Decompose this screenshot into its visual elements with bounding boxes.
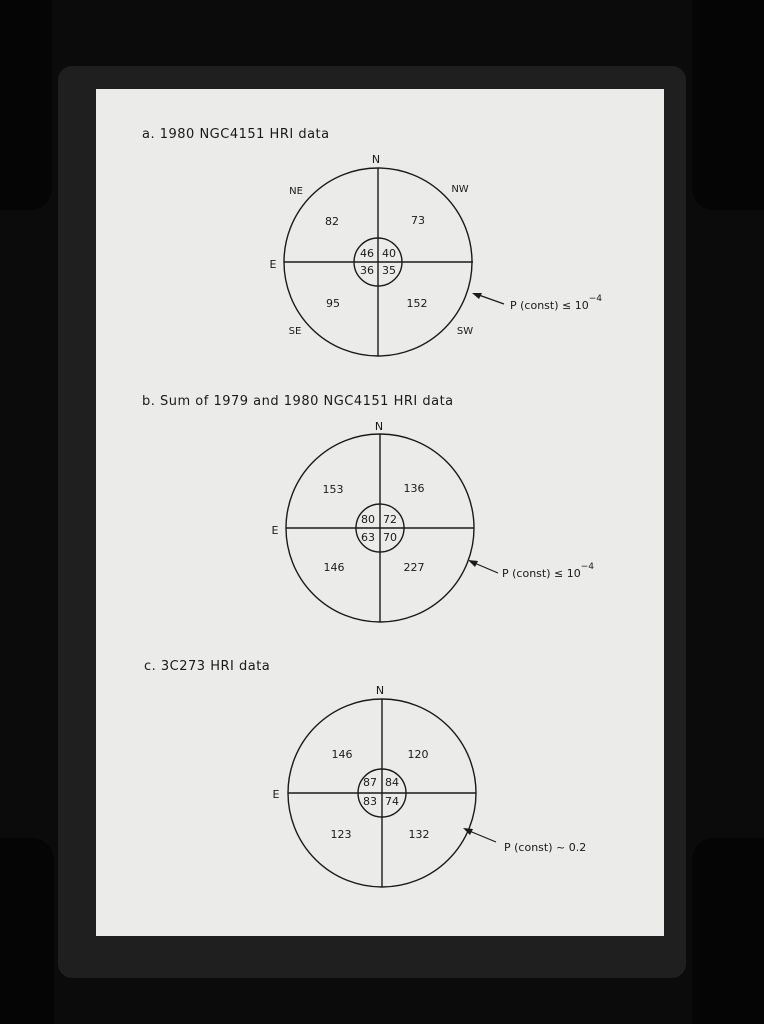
- inner-ne-count: 46: [360, 247, 374, 260]
- panel-c-title: c. 3C273 HRI data: [144, 659, 271, 674]
- panel-c-diagram: [272, 683, 606, 893]
- slide-paper: [96, 89, 664, 936]
- compass-se: SE: [288, 326, 302, 337]
- inner-sw-count: 74: [385, 795, 399, 808]
- inner-ne-count: 87: [363, 776, 377, 789]
- outer-sw-count: 227: [403, 561, 425, 574]
- compass-n: N: [371, 153, 381, 166]
- outer-ne-count: 146: [331, 748, 353, 761]
- inner-sw-count: 70: [383, 531, 397, 544]
- panel-b-title: b. Sum of 1979 and 1980 NGC4151 HRI data: [142, 394, 454, 409]
- outer-ne-count: 153: [322, 483, 344, 496]
- mount-notch-bottom-left: [0, 838, 54, 1024]
- panel-a-diagram: [269, 149, 606, 379]
- compass-ne: NE: [289, 186, 303, 197]
- compass-sw: SW: [456, 326, 474, 337]
- mount-notch-bottom-right: [692, 838, 764, 1024]
- compass-e: E: [271, 524, 279, 537]
- inner-nw-count: 72: [383, 513, 397, 526]
- outer-nw-count: 120: [407, 748, 429, 761]
- outer-se-count: 95: [326, 297, 340, 310]
- annotation-text: P (const) ~ 0.2: [504, 841, 587, 854]
- inner-se-count: 63: [361, 531, 375, 544]
- inner-nw-count: 40: [382, 247, 396, 260]
- compass-e: E: [272, 788, 280, 801]
- panel-a-title: a. 1980 NGC4151 HRI data: [142, 127, 330, 142]
- compass-nw: NW: [451, 184, 469, 195]
- inner-se-count: 83: [363, 795, 377, 808]
- outer-se-count: 146: [323, 561, 345, 574]
- arrow-head: [472, 293, 482, 299]
- inner-ne-count: 80: [361, 513, 375, 526]
- compass-n: N: [374, 420, 384, 433]
- arrow-head: [468, 560, 478, 567]
- inner-se-count: 36: [360, 264, 374, 277]
- outer-nw-count: 73: [411, 214, 425, 227]
- inner-sw-count: 35: [382, 264, 396, 277]
- outer-sw-count: 152: [406, 297, 428, 310]
- mount-notch-top-right: [692, 0, 764, 210]
- annotation-text: P (const) ≤ $10^{-4}$: [510, 294, 602, 312]
- arrow-head: [463, 828, 473, 835]
- mount-notch-top-left: [0, 0, 52, 210]
- outer-sw-count: 132: [408, 828, 430, 841]
- compass-e: E: [269, 258, 277, 271]
- outer-ne-count: 82: [325, 215, 339, 228]
- compass-n: N: [375, 684, 385, 697]
- outer-se-count: 123: [330, 828, 352, 841]
- panel-b-diagram: [271, 417, 606, 632]
- inner-nw-count: 84: [385, 776, 399, 789]
- outer-nw-count: 136: [403, 482, 425, 495]
- annotation-text: P (const) ≤ $10^{-4}$: [502, 562, 594, 580]
